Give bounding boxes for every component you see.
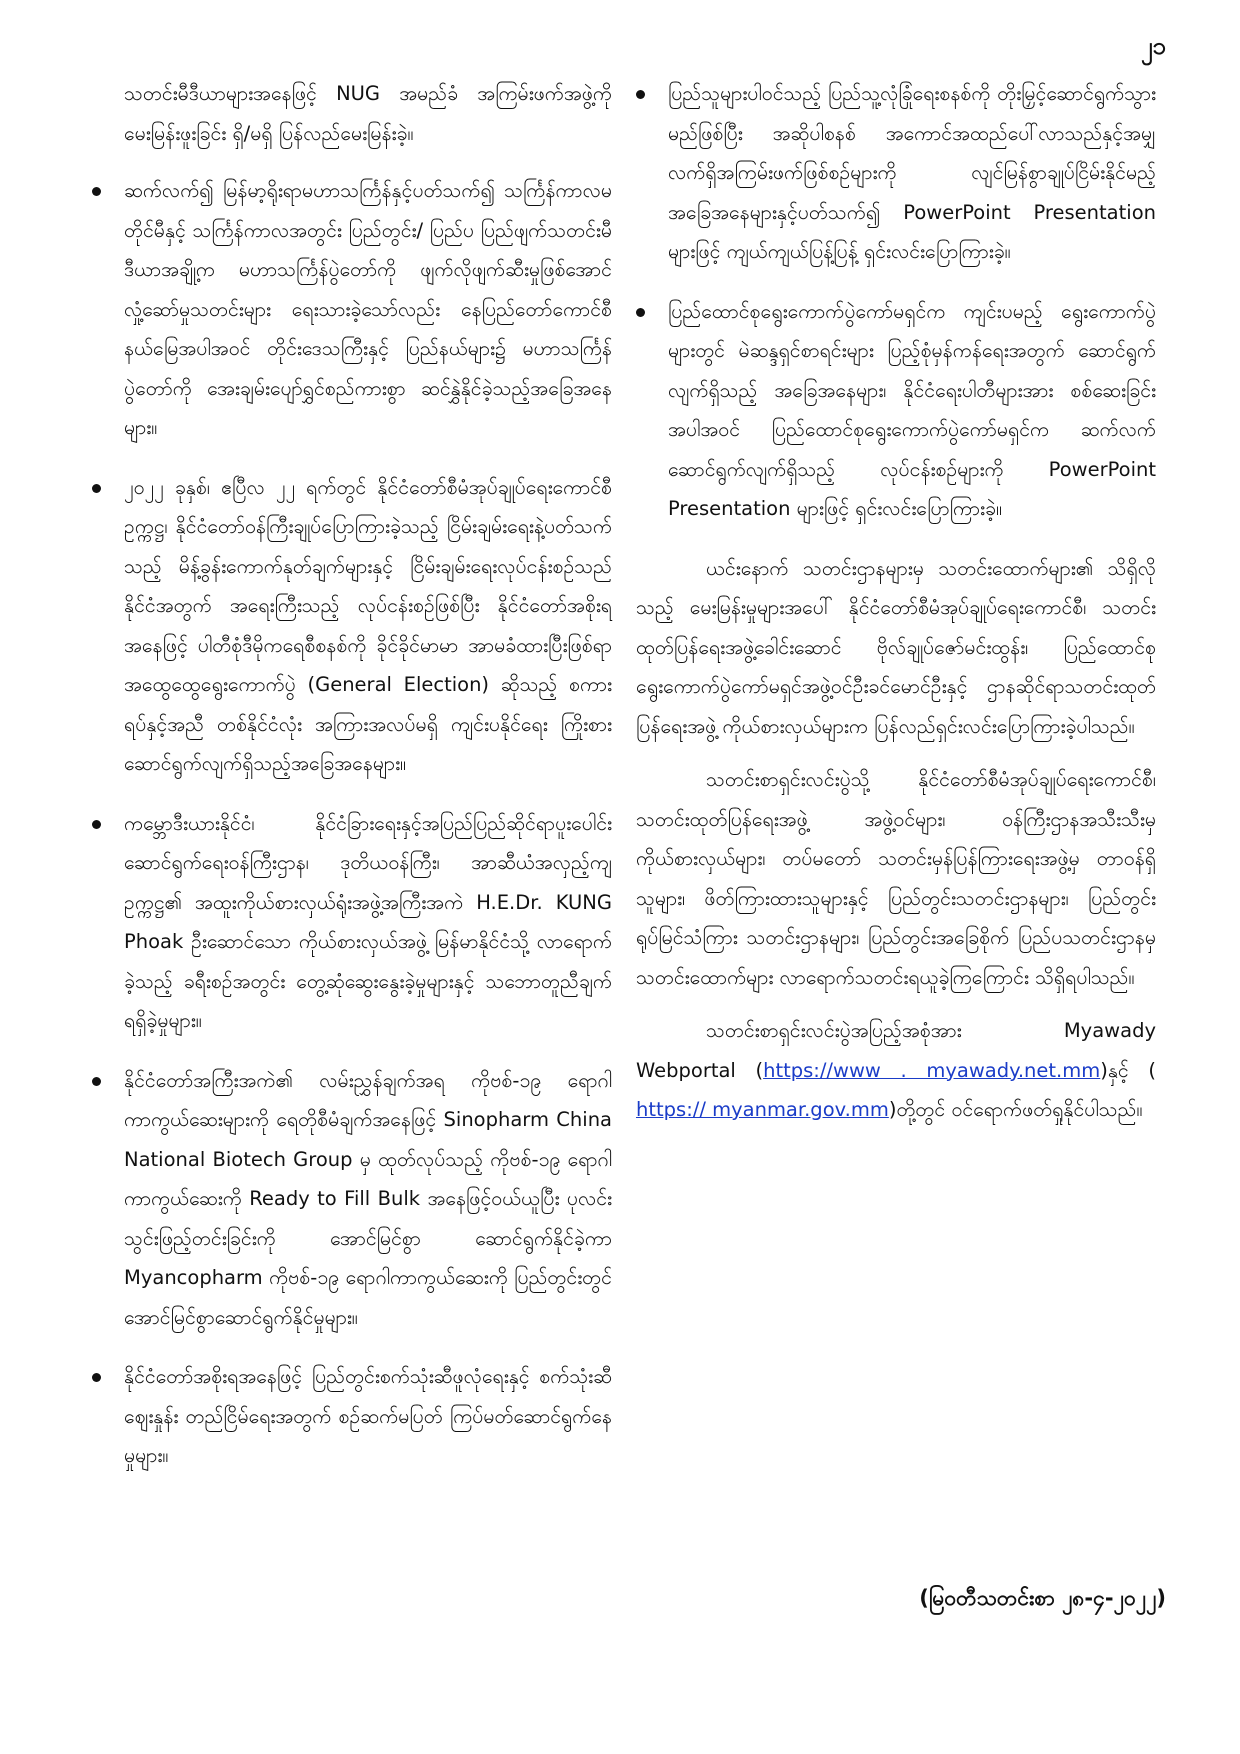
list-item <box>636 292 1156 529</box>
source-citation: (မြဝတီသတင်းစာ ၂၈-၄-၂၀၂၂) <box>919 1586 1166 1610</box>
bullet-icon <box>636 90 645 99</box>
bullet-icon <box>92 484 101 493</box>
access-paragraph <box>636 1011 1156 1130</box>
page-number: ၂၁ <box>1140 32 1166 60</box>
continuation-text: သတင်းမီဒီယာများအနေဖြင့် NUG အမည်ခံ အကြမ်းဖက်အဖွဲ့ကို မေးမြန်းဖူးခြင်း ရှိ/မရှိ ပြန်လည်မေးမြန်းခဲ့။ <box>124 82 612 145</box>
myanmar-gov-link[interactable]: https:// myanmar.gov.mm <box>636 1098 889 1121</box>
bullet-text: နိုင်ငံတော်အကြီးအကဲ၏ လမ်းညွှန်ချက်အရ ကိုဗစ်-၁၉ ရောဂါ ကာကွယ်ဆေးများကို ရေတိုစီမံချက်အနေဖြင့် Sinopharm China National Biotech Group မှ ထုတ်လုပ်သည့် ကိုဗစ်-၁၉ ရောဂါကာကွယ်ဆေးကို Ready to Fill Bulk အနေဖြင့်ဝယ်ယူပြီး ပုလင်းသွင်းဖြည့်တင်းခြင်းကို အောင်မြင်စွာ ဆောင်ရွက်နိုင်ခဲ့ကာ Myancopharm ကိုဗစ်-၁၉ ရောဂါကာကွယ်ဆေးကို ပြည်တွင်းတွင် အောင်မြင်စွာဆောင်ရွက်နိုင်မှုများ။ <box>124 1068 612 1329</box>
right-column <box>636 74 1156 1144</box>
list-item <box>636 74 1156 272</box>
left-column <box>92 74 612 1496</box>
list-item <box>92 1061 612 1338</box>
bullet-icon <box>92 1373 101 1382</box>
bullet-text: ပြည်သူများပါဝင်သည့် ပြည်သူ့လုံခြုံရေးစနစ်ကို တိုးမြှင့်ဆောင်ရွက်သွားမည်ဖြစ်ပြီး အဆိုပါစနစ် အကောင်အထည်ပေါ်လာသည်နှင့်အမျှ လက်ရှိအကြမ်းဖက်ဖြစ်စဉ်များကို လျင်မြန်စွာချုပ်ငြိမ်းနိုင်မည့် အခြေအနေများနှင့်ပတ်သက်၍ PowerPoint Presentation များဖြင့် ကျယ်ကျယ်ပြန့်ပြန့် ရှင်းလင်းပြောကြားခဲ့။ <box>668 82 1156 263</box>
list-item <box>92 171 612 448</box>
bullet-icon <box>92 187 101 196</box>
bullet-text: ပြည်ထောင်စုရွေးကောက်ပွဲကော်မရှင်က ကျင်းပမည့် ရွေးကောက်ပွဲများတွင် မဲဆန္ဒရှင်စာရင်းများ ပြည့်စုံမှန်ကန်ရေးအတွက် ဆောင်ရွက်လျက်ရှိသည့် အခြေအနေများ၊ နိုင်ငံရေးပါတီများအား စစ်ဆေးခြင်းအပါအဝင် ပြည်ထောင်စုရွေးကောက်ပွဲကော်မရှင်က ဆက်လက်ဆောင်ရွက်လျက်ရှိသည့် လုပ်ငန်းစဉ်များကို PowerPoint Presentation များဖြင့် ရှင်းလင်းပြောကြားခဲ့။ <box>668 299 1156 520</box>
bullet-text: ဆက်လက်၍ မြန်မာ့ရိုးရာမဟာသင်္ကြန်နှင့်ပတ်သက်၍ သင်္ကြန်ကာလမတိုင်မီနှင့် သင်္ကြန်ကာလအတွင်း ပြည်တွင်း/ ပြည်ပ ပြည်ဖျက်သတင်းမီဒီယာအချို့က မဟာသင်္ကြန်ပွဲတော်ကို ဖျက်လိုဖျက်ဆီးမှုဖြစ်အောင် လှုံ့ဆော်မှုသတင်းများ ရေးသားခဲ့သော်လည်း နေပြည်တော်ကောင်စီနယ်မြေအပါအဝင် တိုင်းဒေသကြီးနှင့် ပြည်နယ်များ၌ မဟာသင်္ကြန်ပွဲတော်ကို အေးချမ်းပျော်ရွှင်စည်ကားစွာ ဆင်နွှဲနိုင်ခဲ့သည့်အခြေအနေများ။ <box>124 179 612 439</box>
bullet-text: ကမ္ဘောဒီးယားနိုင်ငံ၊ နိုင်ငံခြားရေးနှင့်အပြည်ပြည်ဆိုင်ရာပူးပေါင်းဆောင်ရွက်ရေးဝန်ကြီးဌာန၊ ဒုတိယဝန်ကြီး၊ အာဆီယံအလှည့်ကျဥက္ကဋ္ဌ၏ အထူးကိုယ်စားလှယ်ရုံးအဖွဲ့အကြီးအကဲ H.E.Dr. KUNG Phoak ဦးဆောင်သော ကိုယ်စားလှယ်အဖွဲ့ မြန်မာနိုင်ငံသို့ လာရောက်ခဲ့သည့် ခရီးစဉ်အတွင်း တွေ့ဆုံဆွေးနွေးခဲ့မှုများနှင့် သဘောတူညီချက်ရရှိခဲ့မှုများ။ <box>124 811 612 1032</box>
bullet-icon <box>92 820 101 829</box>
access-mid-text: )နှင့် ( <box>1100 1058 1156 1082</box>
bullet-icon <box>92 1077 101 1086</box>
list-item <box>92 804 612 1041</box>
access-lead-text: သတင်းစာရှင်းလင်းပွဲအပြည့်အစုံအား Myawady Webportal ( <box>636 1019 1156 1082</box>
left-bullet-list <box>92 171 612 1476</box>
bullet-text: နိုင်ငံတော်အစိုးရအနေဖြင့် ပြည်တွင်းစက်သုံးဆီဖူလုံရေးနှင့် စက်သုံးဆီဈေးနှုန်း တည်ငြိမ်ရေးအတွက် စဉ်ဆက်မပြတ် ကြပ်မတ်ဆောင်ရွက်နေမှုများ။ <box>124 1365 612 1467</box>
bullet-icon <box>636 308 645 317</box>
body-paragraph: ယင်းနောက် သတင်းဌာနများမှ သတင်းထောက်များ၏ သိရှိလိုသည့် မေးမြန်းမှုများအပေါ် နိုင်ငံတော်စီမံအုပ်ချုပ်ရေးကောင်စီ၊ သတင်းထုတ်ပြန်ရေးအဖွဲ့ခေါင်းဆောင် ဗိုလ်ချုပ်ဇော်မင်းထွန်း၊ ပြည်ထောင်စုရွေးကောက်ပွဲကော်မရှင်အဖွဲ့ဝင်ဦးခင်မောင်ဦးနှင့် ဌာနဆိုင်ရာသတင်းထုတ်ပြန်ရေးအဖွဲ့ ကိုယ်စားလှယ်များက ပြန်လည်ရှင်းလင်းပြောကြားခဲ့ပါသည်။ <box>636 556 1156 738</box>
myawady-link[interactable]: https://www . myawady.net.mm <box>763 1058 1101 1082</box>
access-tail-text: )တို့တွင် ဝင်ရောက်ဖတ်ရှုနိုင်ပါသည်။ <box>888 1098 1143 1121</box>
list-item <box>92 1357 612 1476</box>
body-paragraph: သတင်းစာရှင်းလင်းပွဲသို့ နိုင်ငံတော်စီမံအုပ်ချုပ်ရေးကောင်စီ၊ သတင်းထုတ်ပြန်ရေးအဖွဲ့ အဖွဲ့ဝင်များ၊ ဝန်ကြီးဌာနအသီးသီးမှ ကိုယ်စားလှယ်များ၊ တပ်မတော် သတင်းမှန်ပြန်ကြားရေးအဖွဲ့မှ တာဝန်ရှိသူများ၊ ဖိတ်ကြားထားသူများနှင့် ပြည်တွင်းသတင်းဌာနများ၊ ပြည်တွင်းရုပ်မြင်သံကြား သတင်းဌာနများ၊ ပြည်တွင်းအခြေစိုက် ပြည်ပသတင်းဌာနမှ သတင်းထောက်များ လာရောက်သတင်းရယူခဲ့ကြကြောင်း သိရှိရပါသည်။ <box>636 768 1156 989</box>
list-item <box>92 468 612 784</box>
right-bullet-list <box>636 74 1156 529</box>
bullet-text: ၂၀၂၂ ခုနှစ်၊ ဧပြီလ ၂၂ ရက်တွင် နိုင်ငံတော်စီမံအုပ်ချုပ်ရေးကောင်စီဥက္ကဋ္ဌ၊ နိုင်ငံတော်ဝန်ကြီးချုပ်ပြောကြားခဲ့သည့် ငြိမ်းချမ်းရေးနဲ့ပတ်သက်သည့် မိန့်ခွန်းကောက်နုတ်ချက်များနှင့် ငြိမ်းချမ်းရေးလုပ်ငန်းစဉ်သည် နိုင်ငံအတွက် အရေးကြီးသည့် လုပ်ငန်းစဉ်ဖြစ်ပြီး နိုင်ငံတော်အစိုးရအနေဖြင့် ပါတီစုံဒီမိုကရေစီစနစ်ကို ခိုင်ခိုင်မာမာ အာမခံထားပြီးဖြစ်ရာ အထွေထွေရွေးကောက်ပွဲ (General Election) ဆိုသည့် စကားရပ်နှင့်အညီ တစ်နိုင်ငံလုံး အကြားအလပ်မရှိ ကျင်းပနိုင်ရေး ကြိုးစားဆောင်ရွက်လျက်ရှိသည့်အခြေအနေများ။ <box>124 475 612 775</box>
